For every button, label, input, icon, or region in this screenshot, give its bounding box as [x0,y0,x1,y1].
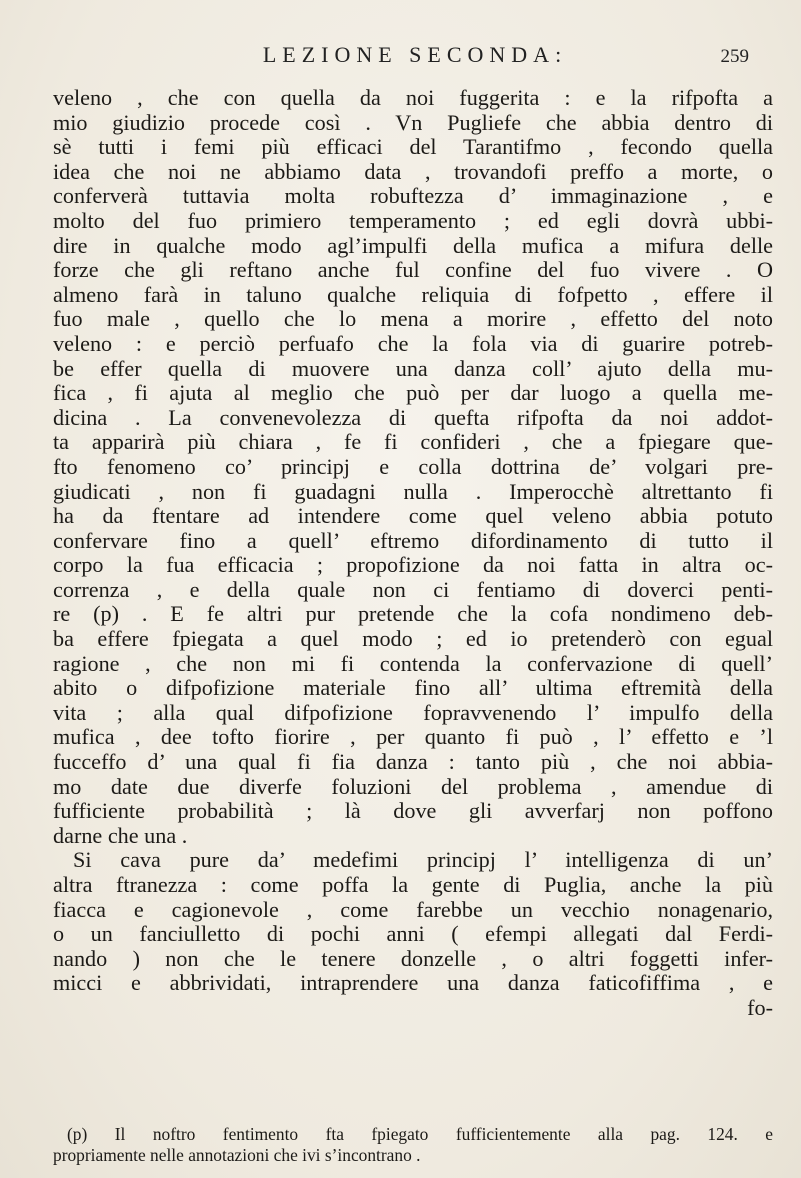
text-line: fucceffo d’ una qual fi fia danza : tanto più , che noi abbia- [53,749,773,775]
text-line: re (p) . E fe altri pur pretende che la cofa nondimeno deb- [53,601,773,627]
text-line: be effer quella di muovere una danza coll’ ajuto della mu- [53,355,773,381]
text-line: abito o difpofizione materiale fino all’ ultima eftremità della [53,675,773,701]
text-line: mio giudizio procede così . Vn Pugliefe che abbia dentro di [53,109,773,135]
text-line: fiacca e cagionevole , come farebbe un vecchio nonagenario, [53,896,773,922]
catchword: fo- [747,994,773,1020]
text-line: veleno , che con quella da noi fuggerita : e la rifpofta a [53,85,773,110]
text-line: veleno : e perciò perfuafo che la fola via di guarire potreb- [53,330,773,356]
page-number: 259 [720,46,749,67]
footnote-line: (p) Il noftro fentimento fta fpiegato fufficientemente alla pag. 124. e [67,1124,773,1144]
text-line: confervare fino a quell’ eftremo difordinamento di tutto il [53,527,773,553]
text-line: sè tutti i femi più efficaci del Tarantifmo , fecondo quella [53,134,773,160]
text-line: molto del fuo primiero temperamento ; ed egli dovrà ubbi- [53,207,773,233]
text-line: Si cava pure da’ medefimi principj l’ intelligenza di un’ [73,847,773,873]
text-line: almeno farà in taluno qualche reliquia di fofpetto , effere il [53,281,773,307]
text-line: giudicati , non fi guadagni nulla . Imperocchè altrettanto fi [53,478,773,504]
text-line: ha da ftentare ad intendere come quel veleno abbia potuto [53,503,773,529]
text-line: conferverà tuttavia molta robuftezza d’ immaginazione , e [53,183,773,209]
text-line: fto fenomeno co’ principj e colla dottrina de’ volgari pre- [53,453,773,479]
text-line: mo date due diverfe foluzioni del problema , amendue di [53,773,773,799]
text-line: idea che noi ne abbiamo data , trovandofi preffo a morte, o [53,158,773,184]
text-line: micci e abbrividati, intraprendere una danza faticofiffima , e [53,970,773,996]
text-line: darne che una . [53,822,188,848]
text-line: ragione , che non mi fi contenda la confervazione di quell’ [53,650,773,676]
footnote [53,1124,773,1166]
body-text [53,86,773,1021]
text-line: ba effere fpiegata a quel modo ; ed io pretenderò con egual [53,626,773,652]
text-line: o un fanciulletto di pochi anni ( efempi allegati dal Ferdi- [53,921,773,947]
text-line: dicina . La convenevolezza di quefta rifpofta da noi addot- [53,404,773,430]
text-line: forze che gli reftano anche ful confine del fuo vivere . O [53,257,773,283]
text-line: dire in qualche modo agl’impulfi della mufica a mifura delle [53,232,773,258]
text-line: altra ftranezza : come poffa la gente di Puglia, anche la più [53,872,773,897]
text-line: corpo la fua efficacia ; propofizione da noi fatta in altra oc- [53,552,773,578]
text-line: fica , fi ajuta al meglio che può per dar luogo a quella me- [53,380,773,406]
text-line: nando ) non che le tenere donzelle , o altri foggetti infer- [53,945,773,971]
text-line: vita ; alla qual difpofizione fopravvenendo l’ impulfo della [53,699,773,725]
text-line: ta apparirà più chiara , fe fi confideri , che a fpiegare que- [53,429,773,455]
text-line: mufica , dee tofto fiorire , per quanto fi può , l’ effetto e ’l [53,724,773,750]
text-line: fufficiente probabilità ; là dove gli avverfarj non poffono [53,798,773,824]
running-title: LEZIONE SECONDA: [262,42,568,67]
text-line: correnza , e della quale non ci fentiamo di doverci penti- [53,576,773,602]
footnote-line: propriamente nelle annotazioni che ivi s’incontrano . [53,1145,421,1165]
text-line: fuo male , quello che lo mena a morire , effetto del noto [53,306,773,332]
